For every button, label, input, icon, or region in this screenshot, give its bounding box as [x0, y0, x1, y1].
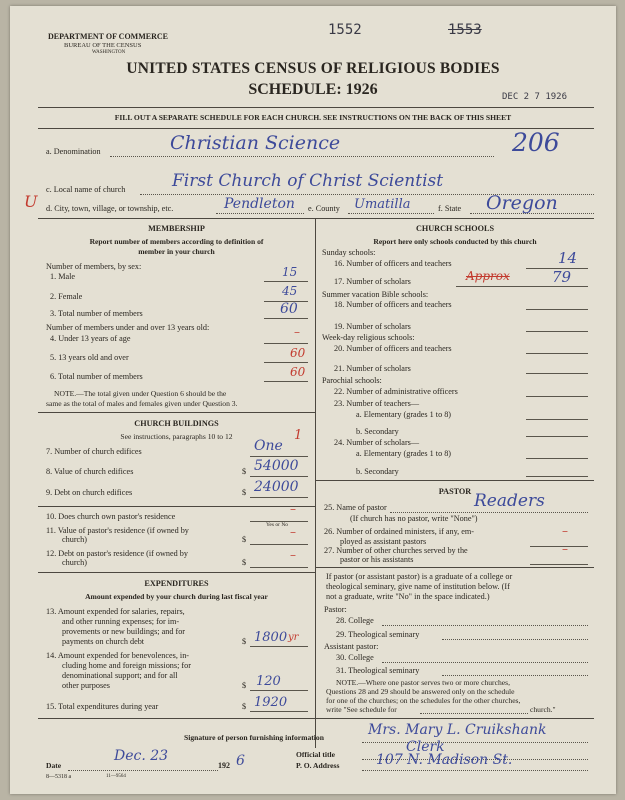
margin-mark: U	[24, 192, 38, 211]
q25-note: (If church has no pastor, write "None")	[350, 514, 478, 523]
q3-label: 3. Total number of members	[50, 309, 143, 318]
q13-answer: 1800	[254, 630, 288, 645]
q7-answer: One	[254, 438, 283, 454]
q9-answer: 24000	[254, 479, 299, 495]
date-label: Date	[46, 761, 62, 770]
pastor-note-2: Questions 28 and 29 should be answered only on the schedule	[326, 687, 515, 696]
city-value: Pendleton	[224, 196, 295, 212]
instruction-line: FILL OUT A SEPARATE SCHEDULE FOR EACH CHURCH. SEE INSTRUCTIONS ON THE BACK OF THIS SHEET	[114, 113, 512, 122]
q11-label-1: 11. Value of pastor's residence (if owned by	[46, 526, 189, 535]
q11-answer: –	[290, 525, 296, 539]
yes-no-hint: Yes or No	[266, 522, 289, 528]
pastor-note-4: write "See schedule for	[326, 705, 397, 714]
q18-label: 18. Number of officers and teachers	[334, 300, 452, 309]
pastor-note-5: church."	[530, 705, 556, 714]
form-code: 8—5318 a	[46, 774, 72, 780]
county-label: e. County	[308, 204, 340, 213]
q12-label-2: church)	[62, 558, 88, 567]
census-schedule-sheet	[10, 6, 616, 794]
q26-answer: –	[562, 524, 568, 538]
q28-label: 28. College	[336, 616, 374, 625]
age-heading: Number of members under and over 13 years old:	[46, 323, 210, 332]
q27-label-1: 27. Number of other churches served by the	[324, 546, 468, 555]
q3-answer: 60	[280, 301, 298, 317]
q15-label: 15. Total expenditures during year	[46, 702, 159, 711]
q22-label: 22. Number of administrative officers	[334, 387, 458, 396]
print-code: 11—9564	[106, 774, 126, 779]
signature-label: Signature of person furnishing information	[184, 733, 324, 742]
membership-intro-1: Report number of members according to definition of	[89, 237, 264, 246]
pastor-subheading: Pastor:	[324, 605, 347, 614]
q1-label: 1. Male	[50, 272, 76, 281]
q10-answer: –	[290, 502, 296, 516]
q25-answer: Readers	[474, 491, 545, 511]
membership-intro-2: member in your church	[138, 247, 215, 256]
q23-label: 23. Number of teachers—	[334, 399, 420, 408]
membership-title: MEMBERSHIP	[148, 224, 205, 233]
church-name-label: c. Local name of church	[46, 185, 126, 194]
q6-answer: 60	[290, 365, 306, 379]
q10-label: 10. Does church own pastor's residence	[46, 512, 176, 521]
q17-note: Approx	[466, 269, 510, 283]
official-title-label: Official title	[296, 750, 336, 759]
pastor-note-1: NOTE.—Where one pastor serves two or more churches,	[336, 678, 510, 687]
struck-number-stamp: 1553	[448, 22, 482, 38]
q30-label: 30. College	[336, 653, 374, 662]
county-value: Umatilla	[354, 197, 411, 212]
q23b-label: b. Secondary	[356, 427, 399, 436]
members-by-sex-heading: Number of members, by sex:	[46, 262, 142, 271]
pastor-note-3: for one of the churches; on the schedules for the other churches,	[326, 696, 521, 705]
q6-label: 6. Total number of members	[50, 372, 143, 381]
q13-dollar: $	[242, 637, 247, 646]
q17-answer: 79	[552, 268, 572, 286]
q7-label: 7. Number of church edifices	[46, 447, 142, 456]
department-label: DEPARTMENT OF COMMERCE	[48, 32, 169, 41]
q26-label-1: 26. Number of ordained ministers, if any, em-	[324, 527, 474, 536]
q14-dollar: $	[242, 681, 247, 690]
q13-label-2: and other running expenses; for im-	[62, 617, 180, 626]
graduate-intro-2: theological seminary, give name of institution below. (If	[326, 582, 510, 591]
q16-label: 16. Number of officers and teachers	[334, 259, 452, 268]
q12-answer: –	[290, 548, 296, 562]
q14-answer: 120	[256, 674, 281, 689]
buildings-title: CHURCH BUILDINGS	[134, 419, 219, 428]
q8-label: 8. Value of church edifices	[46, 467, 134, 476]
q24a-label: a. Elementary (grades 1 to 8)	[356, 449, 452, 458]
q21-label: 21. Number of scholars	[334, 364, 411, 373]
address-value: 107 N. Madison St.	[376, 752, 513, 768]
q2-label: 2. Female	[50, 292, 83, 301]
q9-dollar: $	[242, 488, 247, 497]
membership-note-2: same as the total of males and females given under Question 3.	[46, 399, 238, 408]
assistant-pastor-subheading: Assistant pastor:	[324, 642, 379, 651]
parochial-schools-heading: Parochial schools:	[322, 376, 382, 385]
q27-label-2: pastor or his assistants	[340, 555, 414, 564]
q13-suffix: yr	[288, 632, 299, 643]
q8-answer: 54000	[254, 458, 299, 474]
q1-answer: 15	[282, 265, 298, 279]
sunday-schools-heading: Sunday schools:	[322, 248, 376, 257]
weekday-schools-heading: Week-day religious schools:	[322, 333, 415, 342]
denomination-value: Christian Science	[170, 132, 341, 154]
church-name-value: First Church of Christ Scientist	[172, 171, 444, 191]
denomination-label: a. Denomination	[46, 147, 101, 156]
q15-dollar: $	[242, 702, 247, 711]
expenditures-title: EXPENDITURES	[144, 579, 209, 588]
q11-dollar: $	[242, 535, 247, 544]
graduate-intro-3: not a graduate, write "No" in the space indicated.)	[326, 592, 490, 601]
official-title-value: Clerk	[406, 739, 445, 755]
buildings-intro: See instructions, paragraphs 10 to 12	[120, 432, 233, 441]
q12-dollar: $	[242, 558, 247, 567]
schools-title: CHURCH SCHOOLS	[415, 224, 495, 233]
q11-label-2: church)	[62, 535, 88, 544]
received-date-stamp: DEC 2 7 1926	[502, 92, 568, 102]
q23a-label: a. Elementary (grades 1 to 8)	[356, 410, 452, 419]
year-digit: 6	[236, 753, 245, 769]
summer-schools-heading: Summer vacation Bible schools:	[322, 290, 429, 299]
q19-label: 19. Number of scholars	[334, 322, 411, 331]
q8-dollar: $	[242, 467, 247, 476]
q31-label: 31. Theological seminary	[336, 666, 420, 675]
q16-answer: 14	[558, 249, 578, 267]
q12-label-1: 12. Debt on pastor's residence (if owned by	[46, 549, 188, 558]
q5-answer: 60	[290, 346, 306, 360]
q24b-label: b. Secondary	[356, 467, 399, 476]
q5-label: 5. 13 years old and over	[50, 353, 129, 362]
q17-label: 17. Number of scholars	[334, 277, 411, 286]
washington-label: WASHINGTON	[92, 50, 126, 55]
year-prefix: 192	[218, 761, 230, 770]
q13-label-3: provements or new buildings; and for	[62, 627, 186, 636]
membership-note-1: NOTE.—The total given under Question 6 should be the	[54, 389, 227, 398]
q20-label: 20. Number of officers and teachers	[334, 344, 452, 353]
signature-value: Mrs. Mary L. Cruikshank	[368, 722, 547, 738]
date-value: Dec. 23	[114, 748, 169, 764]
form-number-stamp: 1552	[328, 22, 362, 38]
denomination-code: 206	[512, 128, 560, 157]
q14-label-1: 14. Amount expended for benevolences, in-	[46, 651, 190, 660]
q9-label: 9. Debt on church edifices	[46, 488, 133, 497]
bureau-label: BUREAU OF THE CENSUS	[64, 42, 142, 49]
q4-label: 4. Under 13 years of age	[50, 334, 131, 343]
city-label: d. City, town, village, or township, etc.	[46, 204, 174, 213]
q4-answer: –	[294, 325, 300, 339]
q15-answer: 1920	[254, 695, 288, 710]
q13-label-1: 13. Amount expended for salaries, repairs,	[46, 607, 185, 616]
q27-answer: –	[562, 542, 568, 556]
pastor-title: PASTOR	[438, 487, 472, 496]
form-title: UNITED STATES CENSUS OF RELIGIOUS BODIES	[126, 60, 500, 77]
schools-intro: Report here only schools conducted by this church	[373, 237, 537, 246]
graduate-intro-1: If pastor (or assistant pastor) is a graduate of a college or	[326, 572, 513, 581]
q14-label-3: denominational support; and for all	[62, 671, 178, 680]
q2-answer: 45	[282, 284, 298, 298]
q25-label: 25. Name of pastor	[324, 503, 387, 512]
q13-label-4: payments on church debt	[62, 637, 145, 646]
q14-label-2: cluding home and foreign missions; for	[62, 661, 191, 670]
state-label: f. State	[438, 204, 462, 213]
expenditures-intro: Amount expended by your church during last fiscal year	[85, 592, 268, 601]
form-subtitle: SCHEDULE: 1926	[248, 81, 378, 98]
address-label: P. O. Address	[296, 761, 340, 770]
q26-label-2: ployed as assistant pastors	[340, 537, 427, 546]
q24-label: 24. Number of scholars—	[334, 438, 420, 447]
q29-label: 29. Theological seminary	[336, 630, 420, 639]
q7-number: 1	[294, 428, 303, 443]
q14-label-4: other purposes	[62, 681, 110, 690]
state-value: Oregon	[486, 192, 558, 214]
